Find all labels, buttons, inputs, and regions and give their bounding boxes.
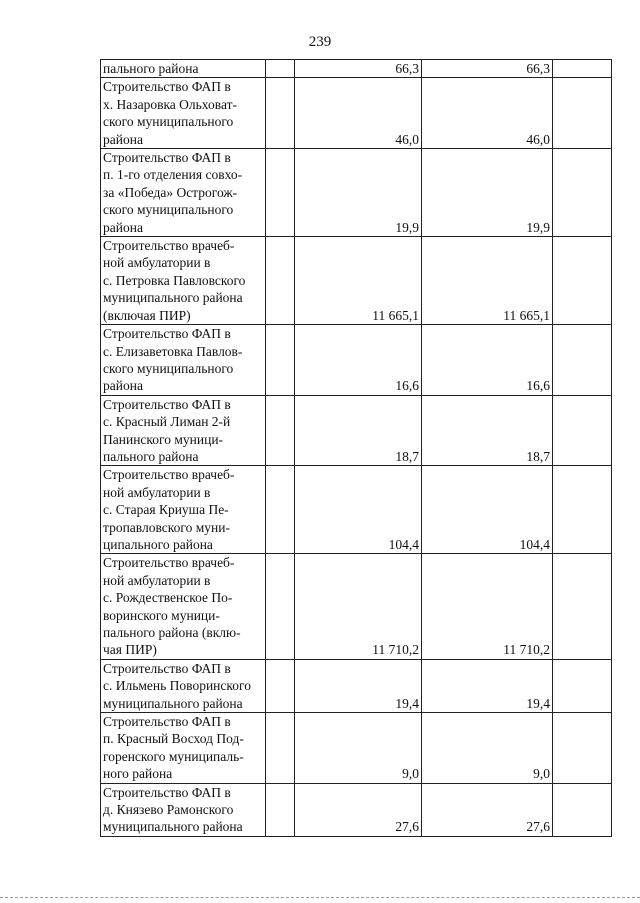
project-name-line: пального района <box>103 448 199 464</box>
empty-cell <box>266 659 295 712</box>
table-row <box>101 554 612 659</box>
amount-cell: 19,4 <box>295 659 422 712</box>
amount-cell: 16,6 <box>295 325 422 396</box>
project-name-cell <box>101 395 266 466</box>
project-name-line: с. Рождественское По- <box>103 590 233 606</box>
page-bottom-edge <box>0 897 640 898</box>
empty-cell <box>553 60 612 78</box>
table-row <box>101 466 612 554</box>
project-name-line: пального района <box>103 61 199 76</box>
project-name-line: за «Победа» Острогож- <box>103 184 238 200</box>
project-name-cell <box>101 554 266 659</box>
project-name-line: ной амбулатории в <box>103 572 211 588</box>
project-name-line: района <box>103 219 143 235</box>
empty-cell <box>553 659 612 712</box>
project-name-cell <box>101 466 266 554</box>
project-name-line: Строительство врачеб- <box>103 238 235 254</box>
project-name-line: д. Князево Рамонского <box>103 802 234 818</box>
amount-cell: 9,0 <box>422 713 553 784</box>
empty-cell <box>553 149 612 237</box>
empty-cell <box>553 325 612 396</box>
project-name-line: ной амбулатории в <box>103 484 211 500</box>
project-name-line: п. 1-го отделения совхо- <box>103 167 243 183</box>
project-name-line: чая ПИР) <box>103 642 157 658</box>
table-row <box>101 395 612 466</box>
project-name-cell <box>101 237 266 325</box>
project-name-line: Строительство врачеб- <box>103 555 235 571</box>
project-name-line: муниципального района <box>103 290 243 306</box>
empty-cell <box>266 60 295 78</box>
project-name-cell <box>101 149 266 237</box>
project-name-cell <box>101 60 266 78</box>
project-name-line: п. Красный Восход Под- <box>103 731 244 747</box>
amount-cell: 11 710,2 <box>295 554 422 659</box>
project-name-line: Панинского муници- <box>103 431 224 447</box>
project-name-line: муниципального района <box>103 819 243 835</box>
table-body <box>101 60 612 837</box>
empty-cell <box>266 237 295 325</box>
project-name-line: (включая ПИР) <box>103 307 191 323</box>
project-name-line: ной амбулатории в <box>103 255 211 271</box>
project-name-line: ного района <box>103 766 173 782</box>
empty-cell <box>553 466 612 554</box>
project-name-line: с. Ильмень Поворинского <box>103 678 251 694</box>
amount-cell: 19,9 <box>295 149 422 237</box>
table-row <box>101 237 612 325</box>
empty-cell <box>266 554 295 659</box>
amount-cell: 9,0 <box>295 713 422 784</box>
project-name-line: ципального района <box>103 536 213 552</box>
empty-cell <box>266 78 295 149</box>
project-name-cell <box>101 325 266 396</box>
table-row <box>101 783 612 836</box>
table-row <box>101 78 612 149</box>
empty-cell <box>266 149 295 237</box>
project-name-line: района <box>103 131 143 147</box>
amount-cell: 46,0 <box>295 78 422 149</box>
project-name-line: с. Старая Криуша Пе- <box>103 502 229 518</box>
amount-cell: 11 710,2 <box>422 554 553 659</box>
amount-cell: 66,3 <box>422 60 553 78</box>
amount-cell: 19,9 <box>422 149 553 237</box>
project-name-cell <box>101 78 266 149</box>
table-row <box>101 60 612 78</box>
project-name-line: х. Назаровка Ольховат- <box>103 96 238 112</box>
amount-cell: 19,4 <box>422 659 553 712</box>
empty-cell <box>266 395 295 466</box>
empty-cell <box>266 783 295 836</box>
table-row <box>101 325 612 396</box>
empty-cell <box>266 325 295 396</box>
project-name-line: Строительство ФАП в <box>103 660 231 676</box>
empty-cell <box>266 466 295 554</box>
page-number: 239 <box>308 34 332 50</box>
amount-cell: 18,7 <box>422 395 553 466</box>
empty-cell <box>553 237 612 325</box>
project-name-line: ского муниципального <box>103 114 234 130</box>
project-name-cell <box>101 713 266 784</box>
project-name-line: Строительство ФАП в <box>103 714 231 730</box>
empty-cell <box>553 783 612 836</box>
project-name-line: пального района (вклю- <box>103 625 241 640</box>
empty-cell <box>553 395 612 466</box>
empty-cell <box>553 554 612 659</box>
project-name-line: Строительство ФАП в <box>103 784 231 800</box>
project-name-line: горенского муниципаль- <box>103 748 244 764</box>
table-row <box>101 713 612 784</box>
table-row <box>101 659 612 712</box>
amount-cell: 16,6 <box>422 325 553 396</box>
amount-cell: 11 665,1 <box>422 237 553 325</box>
empty-cell <box>266 713 295 784</box>
project-name-line: Строительство врачеб- <box>103 467 235 483</box>
project-name-cell <box>101 783 266 836</box>
amount-cell: 18,7 <box>295 395 422 466</box>
project-name-line: Строительство ФАП в <box>103 150 231 166</box>
project-name-line: воринского муници- <box>103 607 220 623</box>
project-name-line: с. Елизаветовка Павлов- <box>103 343 243 359</box>
amount-cell: 27,6 <box>422 783 553 836</box>
project-name-line: с. Красный Лиман 2-й <box>103 414 231 430</box>
empty-cell <box>553 78 612 149</box>
table-row <box>101 149 612 237</box>
empty-cell <box>553 713 612 784</box>
project-name-line: Строительство ФАП в <box>103 79 231 95</box>
project-name-line: района <box>103 378 143 394</box>
project-name-cell <box>101 659 266 712</box>
project-name-line: с. Петровка Павловского <box>103 272 246 288</box>
project-name-line: ского муниципального <box>103 202 234 218</box>
amount-cell: 46,0 <box>422 78 553 149</box>
amount-cell: 11 665,1 <box>295 237 422 325</box>
project-name-line: ского муниципального <box>103 360 234 376</box>
amount-cell: 27,6 <box>295 783 422 836</box>
project-name-line: муниципального района <box>103 695 243 711</box>
amount-cell: 104,4 <box>422 466 553 554</box>
project-name-line: Строительство ФАП в <box>103 326 231 342</box>
project-name-line: тропавловского муни- <box>103 519 230 535</box>
amount-cell: 104,4 <box>295 466 422 554</box>
project-name-line: Строительство ФАП в <box>103 396 231 412</box>
amount-cell: 66,3 <box>295 60 422 78</box>
budget-table <box>100 59 612 837</box>
